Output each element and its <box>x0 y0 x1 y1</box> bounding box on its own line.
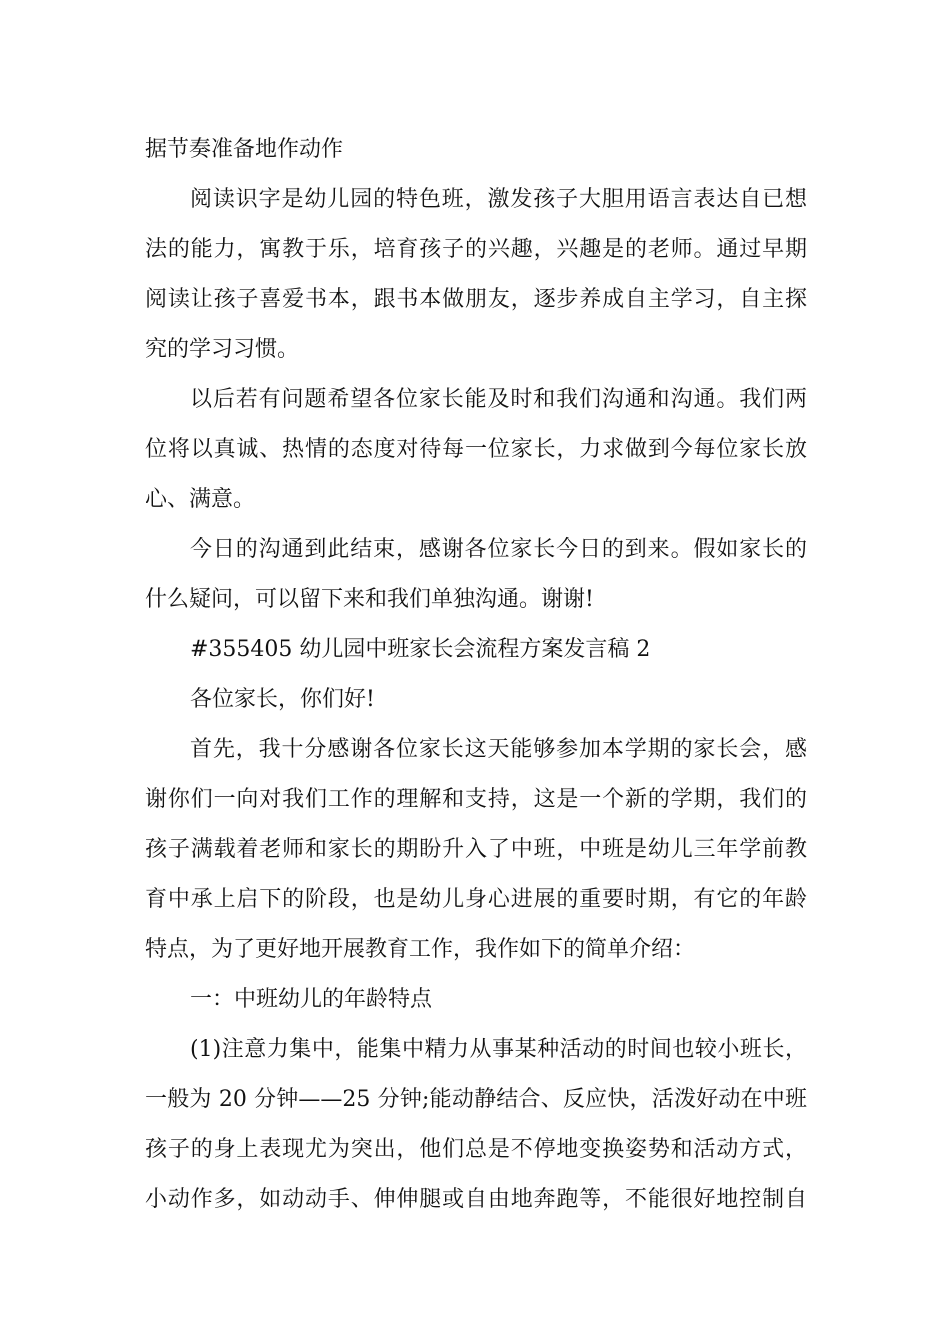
paragraph-reading <box>145 175 807 375</box>
paragraph-closing <box>145 525 807 625</box>
paragraph-greeting <box>145 675 807 725</box>
paragraph-attention <box>145 1025 807 1225</box>
paragraph-introduction <box>145 725 807 975</box>
text-line: 一：中班幼儿的年龄特点 <box>190 987 433 1012</box>
text-line: 阅读让孩子喜爱书本，跟书本做朋友，逐步养成自主学习，自主探 <box>145 287 807 312</box>
text-line: 一般为 20 分钟——25 分钟;能动静结合、反应快，活泼好动在中班 <box>145 1087 807 1112</box>
text-line: 孩子满载着老师和家长的期盼升入了中班，中班是幼儿三年学前教 <box>145 837 807 862</box>
document-body <box>145 125 807 1225</box>
text-line: 谢你们一向对我们工作的理解和支持，这是一个新的学期，我们的 <box>145 787 807 812</box>
text-line: 孩子的身上表现尤为突出，他们总是不停地变换姿势和活动方式， <box>145 1137 807 1162</box>
text-line: 阅读识字是幼儿园的特色班，激发孩子大胆用语言表达自已想 <box>190 187 807 212</box>
text-line: 据节奏准备地作动作 <box>145 137 344 162</box>
text-line: 育中承上启下的阶段，也是幼儿身心进展的重要时期，有它的年龄 <box>145 887 807 912</box>
section-heading <box>145 975 807 1025</box>
text-line: 心、满意。 <box>145 487 256 512</box>
text-line: 位将以真诚、热情的态度对待每一位家长，力求做到今每位家长放 <box>145 437 807 462</box>
text-line: #355405 幼儿园中班家长会流程方案发言稿 2 <box>190 637 651 662</box>
text-line: 今日的沟通到此结束，感谢各位家长今日的到来。假如家长的 <box>190 537 807 562</box>
text-line: 首先，我十分感谢各位家长这天能够参加本学期的家长会，感 <box>190 737 807 762</box>
paragraph-communication <box>145 375 807 525</box>
text-line: 什么疑问，可以留下来和我们单独沟通。谢谢! <box>145 587 594 612</box>
text-line: 以后若有问题希望各位家长能及时和我们沟通和沟通。我们两 <box>190 387 807 412</box>
text-line: 小动作多，如动动手、伸伸腿或自由地奔跑等，不能很好地控制自 <box>145 1187 807 1212</box>
text-line: 法的能力，寓教于乐，培育孩子的兴趣，兴趣是的老师。通过早期 <box>145 237 807 262</box>
text-line: (1)注意力集中，能集中精力从事某种活动的时间也较小班长， <box>190 1037 807 1062</box>
text-line: 究的学习习惯。 <box>145 337 300 362</box>
text-line: 各位家长，你们好! <box>190 687 375 712</box>
section-title <box>145 625 807 675</box>
text-line: 特点，为了更好地开展教育工作，我作如下的简单介绍： <box>145 937 696 962</box>
paragraph-continuation <box>145 125 807 175</box>
